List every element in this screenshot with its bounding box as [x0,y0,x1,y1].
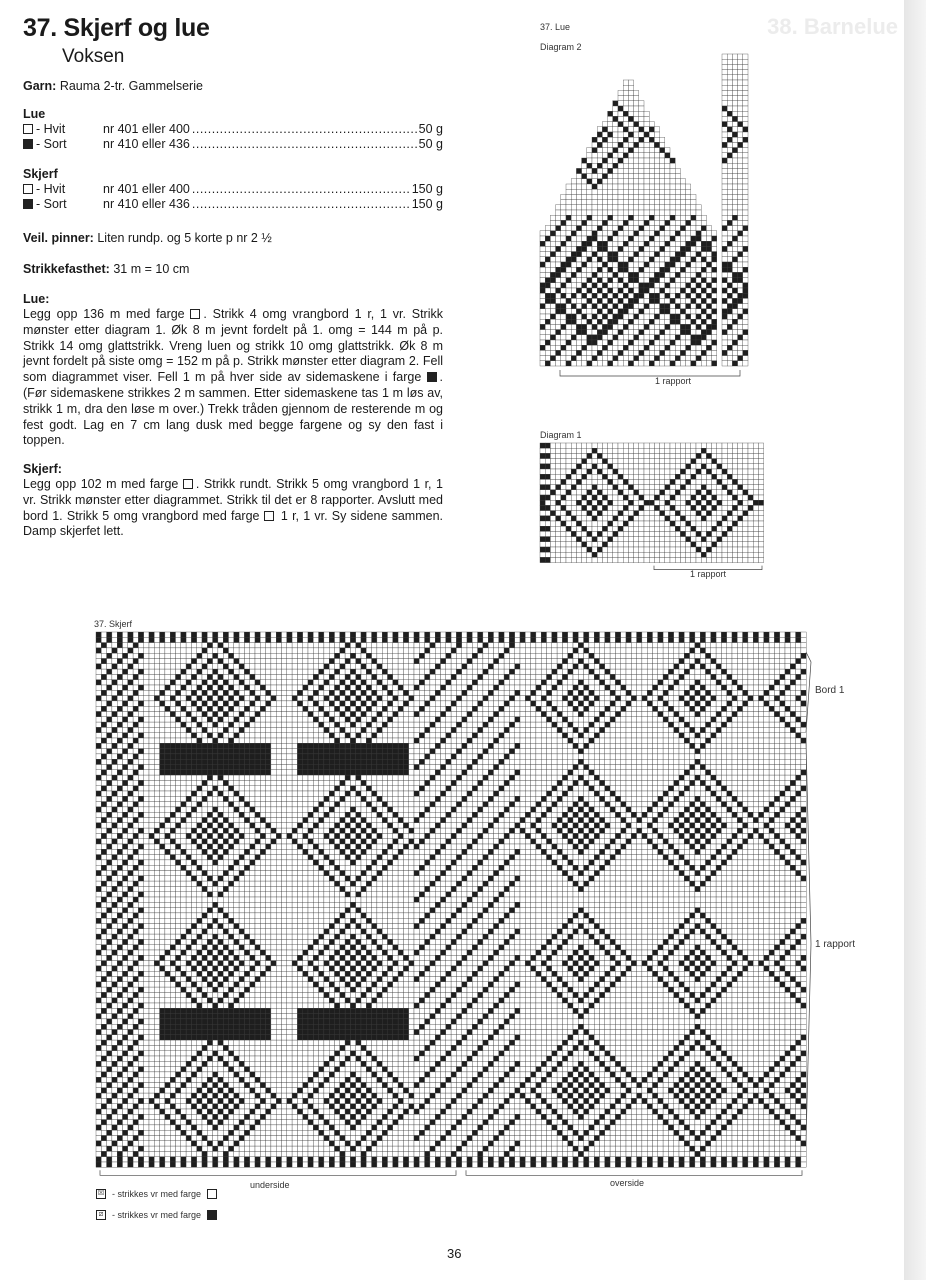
black-square-icon [23,199,33,209]
skjerf-instructions-heading: Skjerf: [23,462,62,476]
diagram2-chart [540,54,806,374]
leader-dots [192,122,417,136]
skjerf-row-white [23,182,443,196]
yarn-amount: 50 g [418,122,443,136]
gauge-value: 31 m = 10 cm [113,262,190,276]
white-square-icon [190,309,200,319]
gauge-line [23,261,189,277]
skjerf-row-black [23,197,443,211]
white-square-icon [207,1189,217,1199]
yarn-line [23,78,203,94]
yarn-number: nr 410 eller 436 [103,137,190,151]
leader-dots [192,137,417,151]
leader-dots [192,182,410,196]
lue-instructions-heading: Lue: [23,292,50,306]
black-square-icon [207,1210,217,1220]
white-square-icon [23,184,33,194]
diagram1-label: Diagram 1 [540,430,582,440]
skjerf-chart [96,632,808,1172]
page-edge [904,0,926,1280]
white-square-icon [264,511,274,521]
diagram2-label: Diagram 2 [540,42,582,52]
black-square-icon [427,372,437,382]
diagram1-chart [540,443,764,565]
skjerf-rapport-label: 1 rapport [815,939,856,950]
purl-slash-icon: ⧄ [96,1210,106,1220]
yarn-amount: 150 g [411,197,443,211]
yarn-number: nr 401 eller 400 [103,182,190,196]
diagram1-rapport: 1 rapport [690,569,727,579]
color-key: - Sort [36,197,67,211]
lue-row-black [23,137,443,151]
page-title: 37. Skjerf og lue [23,14,210,42]
color-key: - Hvit [36,182,66,196]
yarn-amount: 50 g [418,137,443,151]
legend-text: - strikkes vr med farge [112,1210,202,1220]
skjerf-instructions: Legg opp 102 m med farge . Strikk rundt. Strikk 5 omg vrangbord 1 r, 1 vr. Strikk mønster etter diagrammet. Strikk til det er 8 rapporter. Avslutt med bord 1. Strikk 5 omg vrangbord med farge 1 r, 1 vr. Sy sidene sammen. Damp skjerfet lett. [23,477,444,539]
page-subtitle: Voksen [62,46,125,67]
lue-heading: Lue [23,107,46,121]
legend-row-2 [96,1210,220,1220]
bord-label: Bord 1 [815,685,845,696]
gauge-label: Strikkefasthet: [23,262,110,276]
black-square-icon [23,139,33,149]
legend-text: - strikkes vr med farge [112,1189,202,1199]
needles-line [23,230,272,246]
diagram2-rapport: 1 rapport [655,376,692,386]
lue-row-white [23,122,443,136]
color-key: - Sort [36,137,67,151]
legend-row-1 [96,1189,220,1199]
leader-dots [192,197,410,211]
yarn-label: Garn: [23,79,57,93]
ghost-heading: 38. Barnelue [767,14,898,39]
diagram-lue-title: 37. Lue [540,22,571,32]
color-key: - Hvit [36,122,66,136]
yarn-number: nr 401 eller 400 [103,122,190,136]
yarn-amount: 150 g [411,182,443,196]
white-square-icon [183,479,193,489]
yarn-value: Rauma 2-tr. Gammelserie [59,79,203,93]
needles-value: Liten rundp. og 5 korte p nr 2 ½ [97,231,272,245]
white-square-icon [23,124,33,134]
lue-instructions: Legg opp 136 m med farge . Strikk 4 omg vrangbord 1 r, 1 vr. Strikk mønster etter diagram 1. Øk 8 m jevnt fordelt på 1. omg = 144 m på p. Strikk 14 omg glattstrikk. Vreng luen og strikk 10 omg glattstrikk. Øk 8 m jevnt fordelt på siste omg = 152 m på p. Strikk mønster etter diagram 2. Fell som diagrammet viser. Fell 1 m på hver side av sidemaskene i farge . (Før sidemaskene strikkes 2 m sammen. Etter sidemaskene tas 1 m løs av, strikk 1 m, dra den løse m over.) Trekk tråden gjennom de resterende m og fest godt. Lag en 7 cm lang dusk med begge fargene og sy den fast i toppen. [23,307,443,448]
needles-label: Veil. pinner: [23,231,94,245]
underside-label: underside [250,1180,290,1190]
purl-x-icon: ☒ [97,1190,105,1197]
skjerf-chart-label: 37. Skjerf [94,619,133,629]
yarn-number: nr 410 eller 436 [103,197,190,211]
skjerf-heading: Skjerf [23,167,58,181]
page-number: 36 [447,1246,462,1261]
overside-label: overside [610,1178,645,1188]
